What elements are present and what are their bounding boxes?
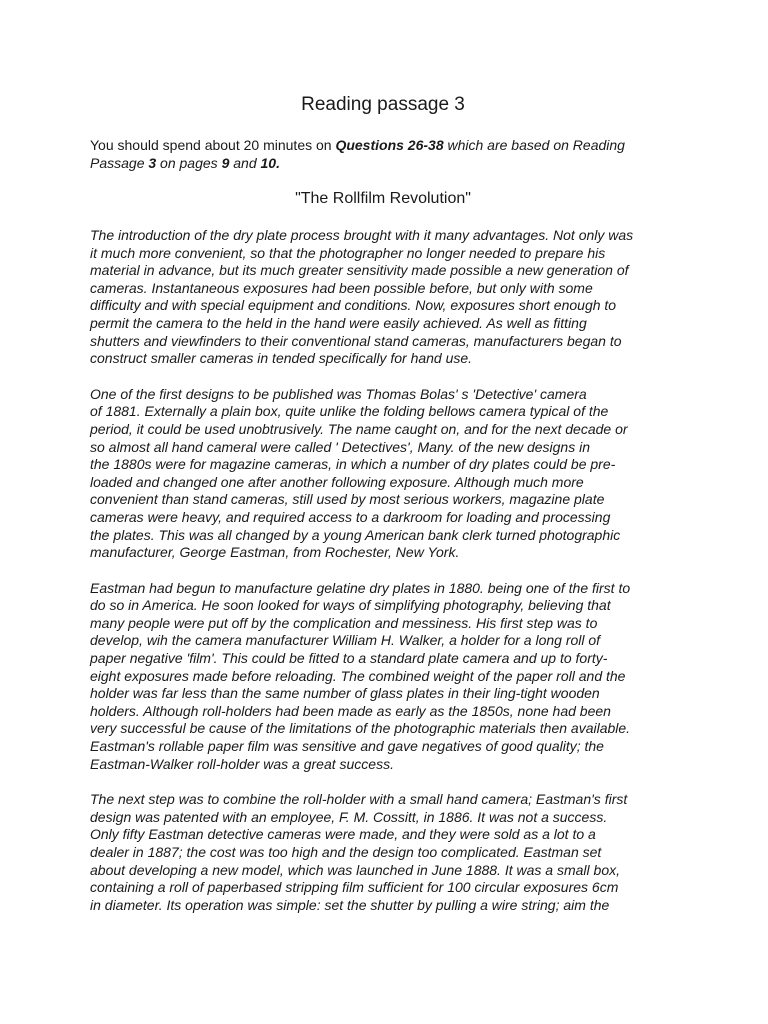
paragraph-line: do so in America. He soon looked for ways of simplifying photography, believing that (90, 597, 611, 614)
passage-paragraph (90, 227, 676, 368)
paragraph-line: holders. Although roll-holders had been made as early as the 1850s, none had been (90, 702, 611, 719)
paragraph-line: permit the camera to the held in the hand were easily achieved. As well as fitting (90, 314, 587, 331)
paragraph-line: it much more convenient, so that the photographer no longer needed to prepare his (90, 244, 606, 261)
questions-range: Questions 26-38 (335, 137, 444, 153)
paragraph-line: paper negative 'film'. This could be fitted to a standard plate camera and up to forty- (90, 650, 608, 667)
instructions-text: which are based on Reading (443, 137, 625, 153)
instructions-text: and (229, 155, 261, 171)
paragraph-line: One of the first designs to be published was Thomas Bolas' s 'Detective' camera (90, 385, 587, 402)
paragraph-line: about developing a new model, which was launched in June 1888. It was a small box, (90, 861, 620, 878)
passage-body (90, 227, 676, 914)
paragraph-line: manufacturer, George Eastman, from Rochester, New York. (90, 544, 460, 561)
paragraph-line: holder was far less than the same number of glass plates in their ling-tight wooden (90, 685, 600, 702)
paragraph-line: develop, wih the camera manufacturer William H. Walker, a holder for a long roll of (90, 632, 601, 649)
paragraph-line: eight exposures made before reloading. The combined weight of the paper roll and the (90, 667, 626, 684)
paragraph-line: many people were put off by the complication and messiness. His first step was to (90, 614, 598, 631)
passage-title: "The Rollfilm Revolution" (295, 190, 471, 207)
paragraph-line: The introduction of the dry plate process brought with it many advantages. Not only was (90, 227, 634, 243)
paragraph-line: in diameter. Its operation was simple: set the shutter by pulling a wire string; aim the (90, 896, 610, 913)
paragraph-line: of 1881. Externally a plain box, quite unlike the folding bellows camera typical of the (90, 403, 609, 420)
page-heading: Reading passage 3 (301, 94, 465, 115)
paragraph-line: Eastman's rollable paper film was sensitive and gave negatives of good quality; the (90, 738, 604, 755)
page-number: 10. (260, 155, 280, 171)
paragraph-line: very successful be cause of the limitations of the photographic materials then available. (90, 720, 631, 737)
passage-paragraph (90, 580, 676, 774)
paragraph-line: Eastman-Walker roll-holder was a great success. (90, 755, 394, 772)
paragraph-line: cameras were heavy, and required access to a darkroom for loading and processing (90, 508, 611, 525)
page-number: 9 (221, 155, 230, 171)
paragraph-line: so almost all hand cameral were called ' Detectives', Many. of the new designs in (90, 438, 590, 455)
paragraph-line: the plates. This was all changed by a young American bank clerk turned photographic (90, 526, 621, 543)
instructions-text: on pages (156, 155, 222, 171)
paragraph-line: cameras. Instantaneous exposures had been possible before, but only with some (90, 279, 593, 296)
paragraph-line: loaded and changed one after another following exposure. Although much more (90, 473, 584, 490)
paragraph-line: design was patented with an employee, F. M. Cossitt, in 1886. It was not a success. (90, 808, 608, 825)
paragraph-line: convenient than stand cameras, still used by most serious workers, magazine plate (90, 491, 605, 508)
paragraph-line: The next step was to combine the roll-holder with a small hand camera; Eastman's first (90, 791, 628, 808)
paragraph-line: the 1880s were for magazine cameras, in which a number of dry plates could be pre- (90, 456, 616, 473)
document-page (90, 92, 676, 932)
paragraph-line: Eastman had begun to manufacture gelatine dry plates in 1880. being one of the first to (90, 579, 631, 596)
passage-paragraph (90, 386, 676, 562)
paragraph-line: containing a roll of paperbased stripping film sufficient for 100 circular exposures 6cm (90, 879, 619, 896)
paragraph-line: shutters and viewfinders to their conventional stand cameras, manufacturers began to (90, 332, 622, 349)
paragraph-line: construct smaller cameras in tended specifically for hand use. (90, 350, 473, 367)
instructions-text: You should spend about 20 minutes on (90, 137, 336, 153)
instructions (90, 136, 676, 172)
paragraph-line: Only fifty Eastman detective cameras were made, and they were sold as a lot to a (90, 826, 596, 843)
instructions-text: Passage (90, 155, 149, 171)
paragraph-line: period, it could be used unobtrusively. The name caught on, and for the next decade or (90, 420, 628, 437)
passage-paragraph (90, 791, 676, 914)
passage-number: 3 (148, 155, 157, 171)
paragraph-line: dealer in 1887; the cost was too high and the design too complicated. Eastman set (90, 844, 602, 860)
paragraph-line: material in advance, but its much greater sensitivity made possible a new generation of (90, 262, 629, 279)
paragraph-line: difficulty and with special equipment and conditions. Now, exposures short enough to (90, 297, 617, 314)
